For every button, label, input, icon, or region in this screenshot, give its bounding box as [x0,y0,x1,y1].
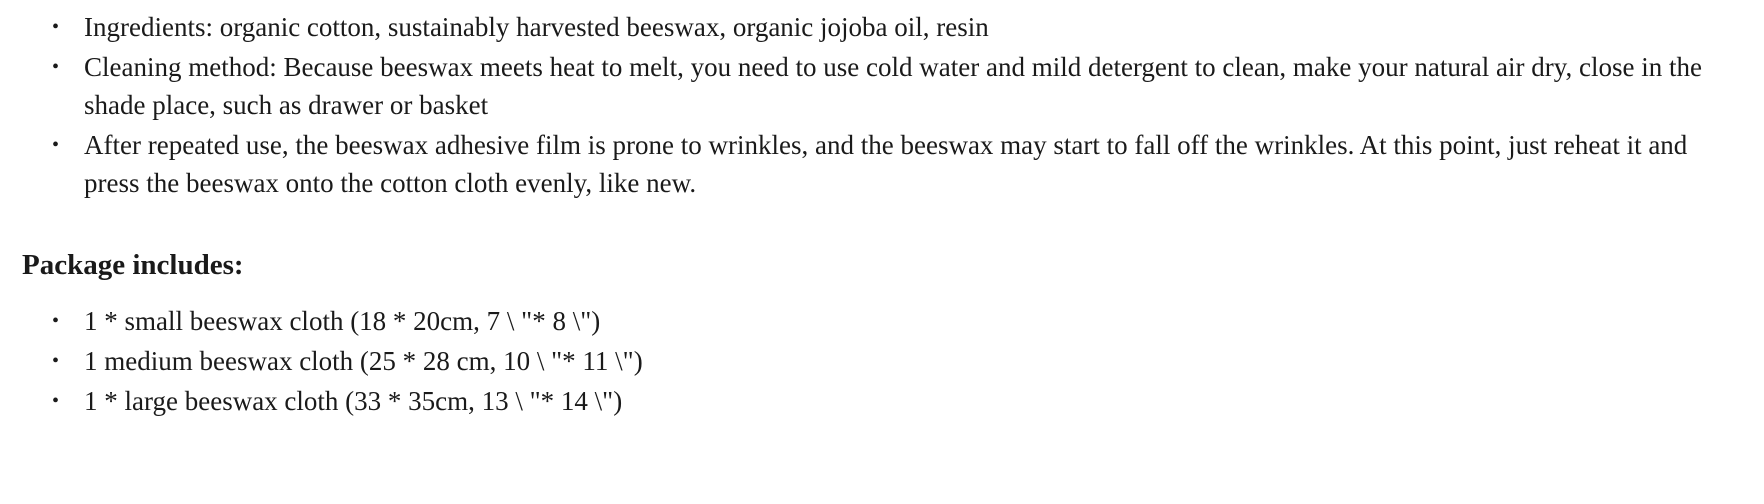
list-item-text: 1 medium beeswax cloth (25 * 28 cm, 10 \ "* 11 \") [84,346,643,376]
list-item [22,302,1742,340]
list-item [22,126,1742,202]
package-includes-heading: Package includes: [22,249,244,281]
list-item-text: Cleaning method: Because beeswax meets heat to melt, you need to use cold water and mild detergent to clean, make your natural air dry, close in the shade place, such as drawer or basket [84,52,1702,120]
list-item [22,342,1742,380]
list-item [22,48,1742,124]
list-item-text: Ingredients: organic cotton, sustainably harvested beeswax, organic jojoba oil, resin [84,12,989,42]
product-details-list [22,8,1742,202]
list-item-text: 1 * large beeswax cloth (33 * 35cm, 13 \ "* 14 \") [84,386,623,416]
list-item [22,8,1742,46]
list-item [22,382,1742,420]
list-item-text: After repeated use, the beeswax adhesive film is prone to wrinkles, and the beeswax may start to fall off the wrinkles. At this point, just reheat it and press the beeswax onto the cotton cloth evenly, like new. [84,130,1688,198]
list-item-text: 1 * small beeswax cloth (18 * 20cm, 7 \ "* 8 \") [84,306,601,336]
package-includes-list [22,302,1742,420]
